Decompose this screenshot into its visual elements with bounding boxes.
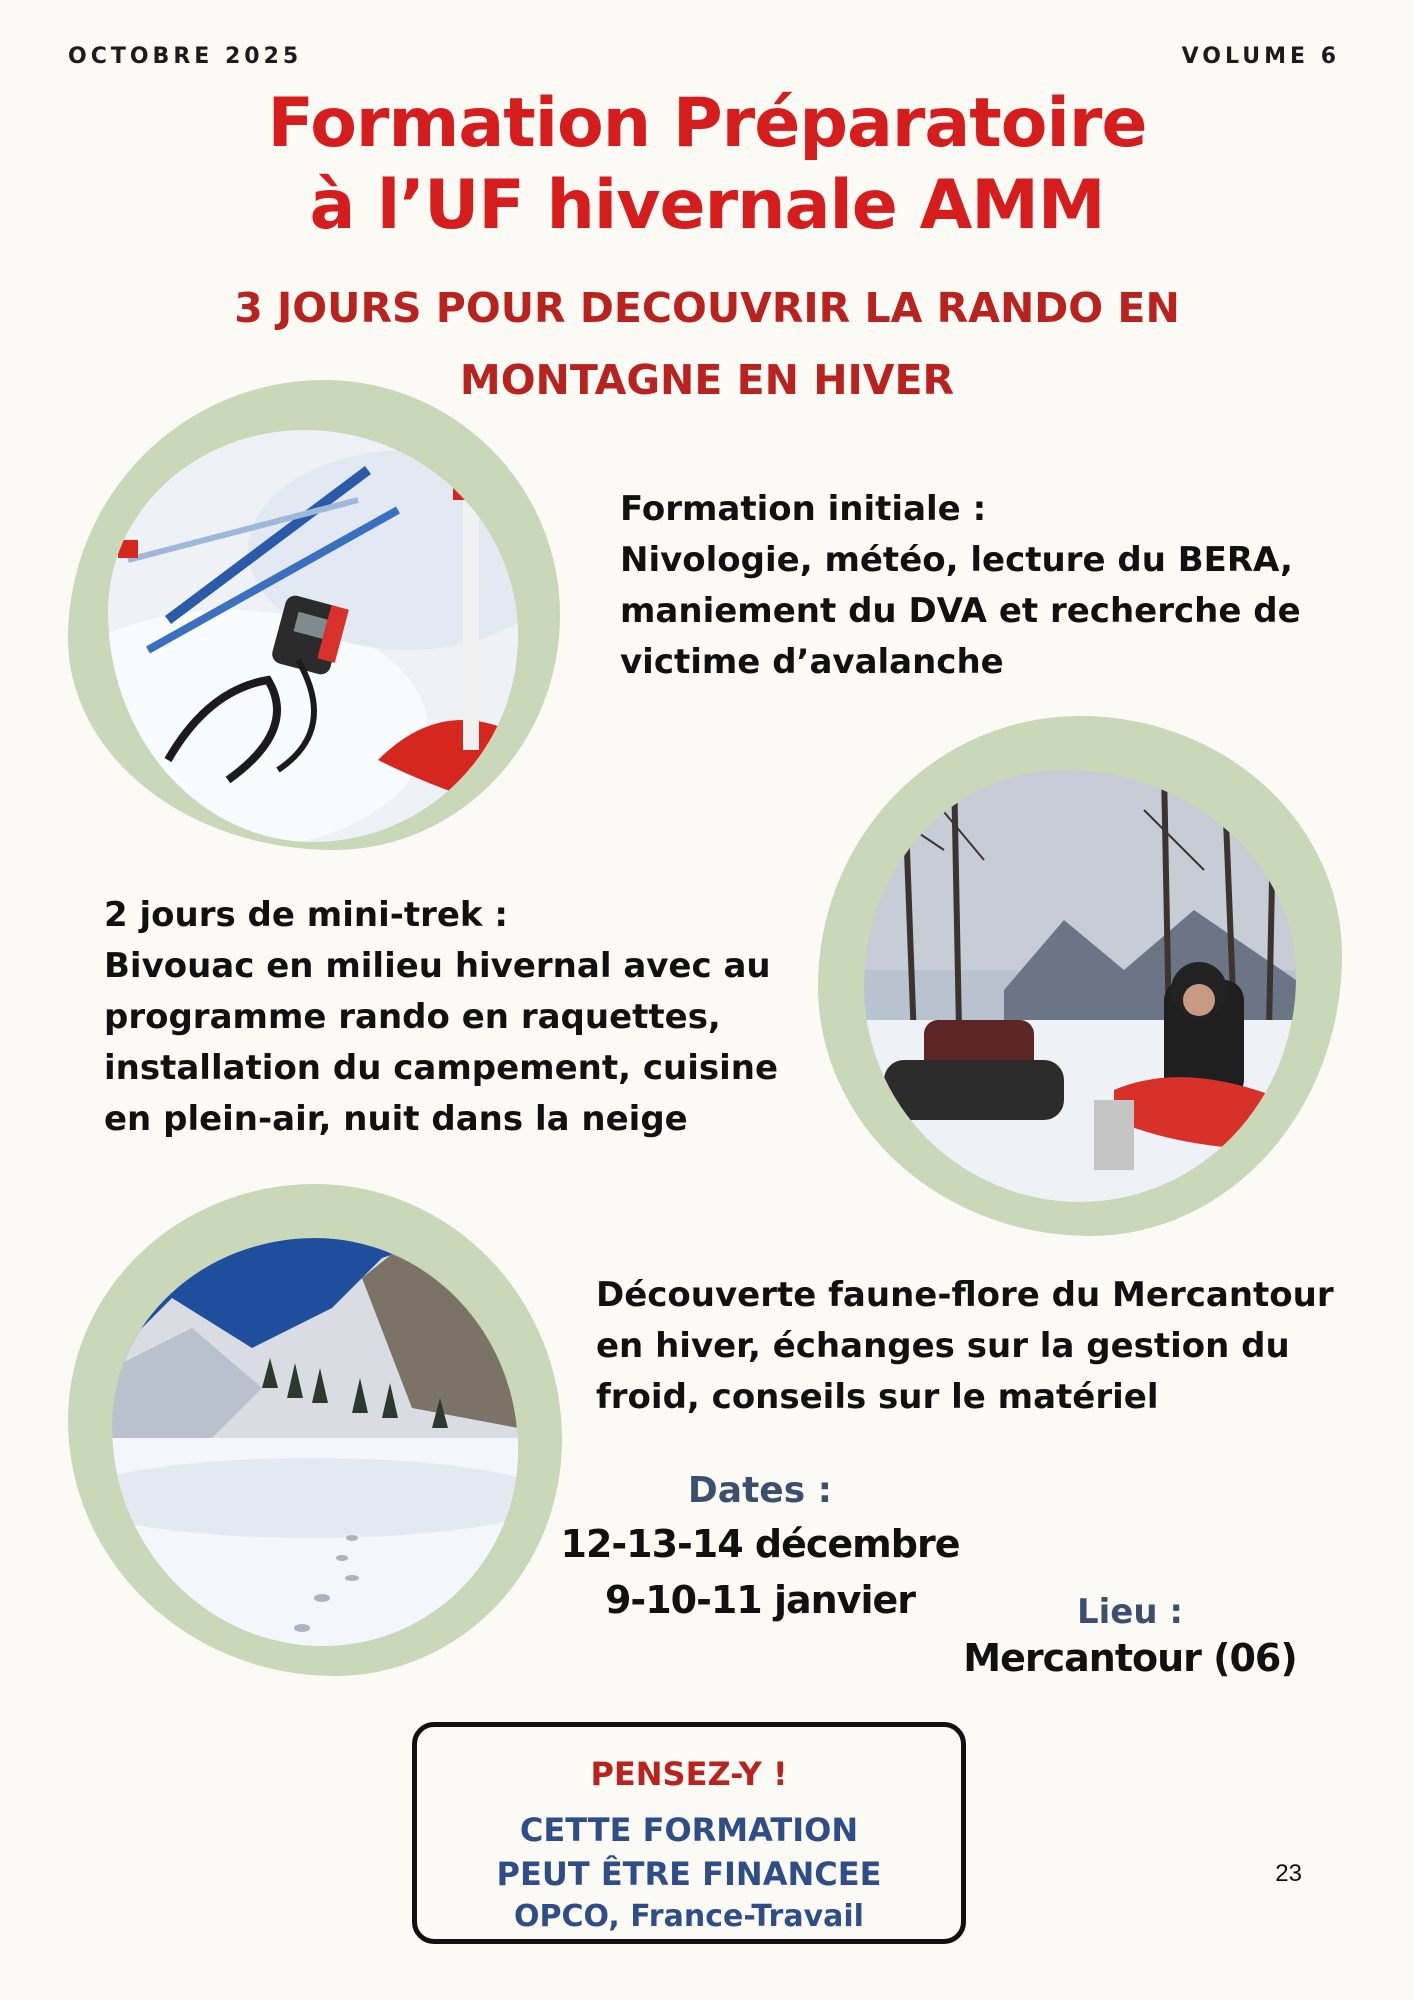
location-value: Mercantour (06) bbox=[963, 1636, 1297, 1680]
section-1-text bbox=[620, 484, 1301, 688]
winter-bivouac-photo bbox=[864, 770, 1296, 1202]
callout-line: PEUT ÊTRE FINANCEE bbox=[496, 1855, 882, 1893]
page-title-line-2: à l’UF hivernale AMM bbox=[309, 166, 1105, 245]
subtitle-line-1: 3 JOURS POUR DECOUVRIR LA RANDO EN bbox=[234, 284, 1180, 332]
subtitle-line-2: MONTAGNE EN HIVER bbox=[459, 356, 955, 404]
page-number: 23 bbox=[1275, 1860, 1302, 1887]
section-1-line: Nivologie, météo, lecture du BERA, bbox=[620, 540, 1293, 580]
section-2-line: Bivouac en milieu hivernal avec au bbox=[104, 946, 771, 986]
location-label: Lieu : bbox=[1076, 1592, 1184, 1632]
section-3-line: Découverte faune-flore du Mercantour bbox=[596, 1275, 1334, 1315]
section-2-text bbox=[104, 890, 778, 1145]
issue-date: OCTOBRE 2025 bbox=[68, 44, 303, 69]
section-1-heading: Formation initiale : bbox=[620, 489, 987, 529]
section-2-heading: 2 jours de mini-trek : bbox=[104, 895, 508, 935]
section-3-text bbox=[596, 1270, 1334, 1423]
section-1-line: victime d’avalanche bbox=[620, 642, 1004, 682]
section-3-line: froid, conseils sur le matériel bbox=[596, 1377, 1159, 1417]
section-2-line: installation du campement, cuisine bbox=[104, 1048, 779, 1088]
section-1-line: maniement du DVA et recherche de bbox=[620, 591, 1301, 631]
page-title-line-1: Formation Préparatoire bbox=[267, 84, 1147, 163]
callout-line: OPCO, France-Travail bbox=[514, 1899, 864, 1934]
section-2-line: programme rando en raquettes, bbox=[104, 997, 721, 1037]
volume-number: VOLUME 6 bbox=[1181, 44, 1340, 69]
section-2-line: en plein-air, nuit dans la neige bbox=[104, 1099, 688, 1139]
dates-label: Dates : bbox=[687, 1470, 833, 1511]
callout-heading: PENSEZ-Y ! bbox=[590, 1755, 788, 1793]
section-3-line: en hiver, échanges sur la gestion du bbox=[596, 1326, 1290, 1366]
date-value: 9-10-11 janvier bbox=[604, 1578, 915, 1622]
date-value: 12-13-14 décembre bbox=[560, 1522, 960, 1566]
financing-callout bbox=[412, 1722, 966, 1944]
callout-line: CETTE FORMATION bbox=[519, 1811, 859, 1849]
